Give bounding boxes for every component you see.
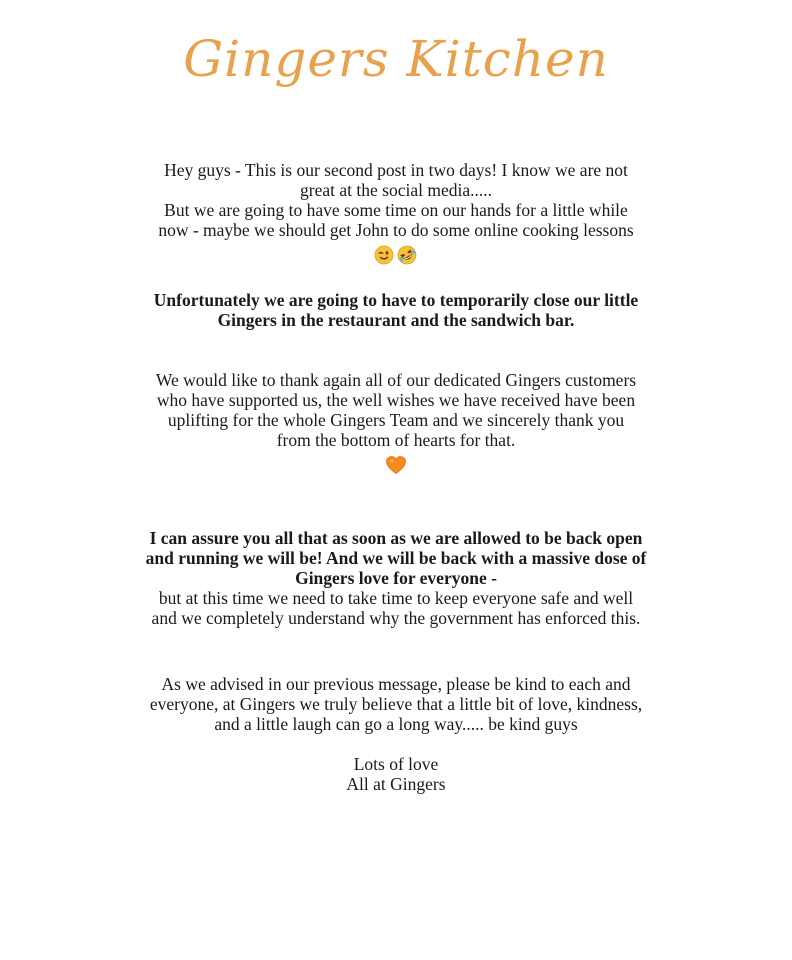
assurance-paragraph xyxy=(100,528,692,628)
text-line: Lots of love xyxy=(353,754,439,774)
text-line: uplifting for the whole Gingers Team and we sincerely thank you xyxy=(167,410,625,430)
text-line: and running we will be! And we will be back with a massive dose of xyxy=(145,548,647,568)
text-line: Unfortunately we are going to have to temporarily close our little xyxy=(153,290,639,310)
signoff xyxy=(100,754,692,794)
text-line: As we advised in our previous message, please be kind to each and xyxy=(161,674,631,694)
orange-heart-icon xyxy=(385,455,407,475)
intro-paragraph xyxy=(100,160,692,268)
text-line: from the bottom of hearts for that. xyxy=(276,430,516,450)
text-line: but at this time we need to take time to keep everyone safe and well xyxy=(158,588,634,608)
text-line: All at Gingers xyxy=(346,774,446,794)
thanks-emoji xyxy=(100,452,692,478)
closure-paragraph xyxy=(100,290,692,330)
text-line: great at the social media..... xyxy=(300,180,492,200)
text-line: who have supported us, the well wishes we have received have been xyxy=(156,390,636,410)
text-line: Gingers love for everyone - xyxy=(295,568,497,588)
rolling-on-floor-laughing-icon xyxy=(396,244,418,266)
text-line: But we are going to have some time on our hands for a little while xyxy=(164,200,628,220)
text-line: Gingers in the restaurant and the sandwich bar. xyxy=(217,310,575,330)
text-line: I can assure you all that as soon as we are allowed to be back open xyxy=(149,528,643,548)
text-line: now - maybe we should get John to do some online cooking lessons xyxy=(158,220,634,240)
brand-title: Gingers Kitchen xyxy=(183,30,609,88)
text-line: Hey guys - This is our second post in two days! I know we are not xyxy=(164,160,628,180)
winking-face-icon xyxy=(374,245,394,265)
text-line: everyone, at Gingers we truly believe that a little bit of love, kindness, xyxy=(149,694,643,714)
post-body xyxy=(100,160,692,794)
text-line: and we completely understand why the government has enforced this. xyxy=(151,608,641,628)
thanks-paragraph xyxy=(100,370,692,478)
text-line: and a little laugh can go a long way..... be kind guys xyxy=(214,714,578,734)
intro-emojis xyxy=(100,242,692,268)
text-line: We would like to thank again all of our dedicated Gingers customers xyxy=(155,370,637,390)
kindness-paragraph xyxy=(100,674,692,734)
